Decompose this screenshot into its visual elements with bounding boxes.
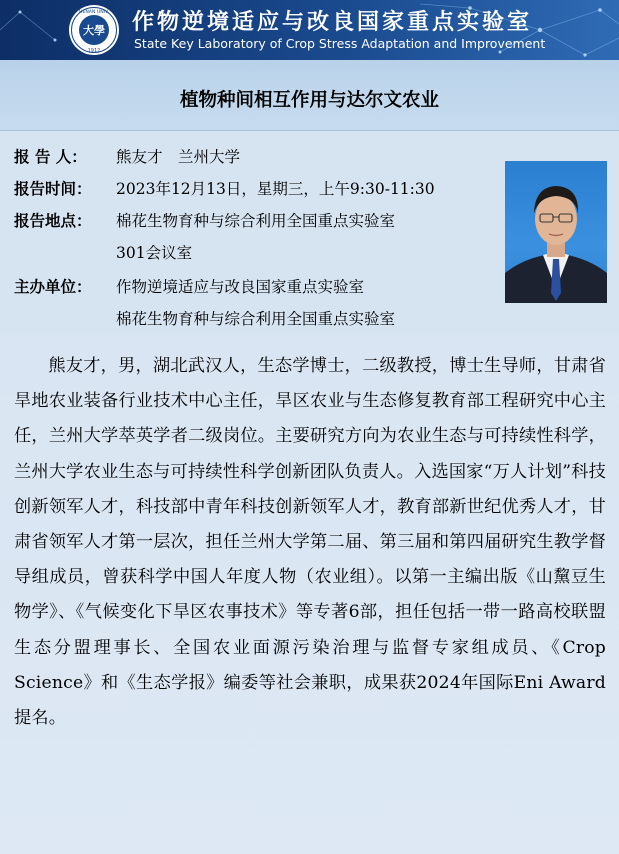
host-value-line1: 作物逆境适应与改良国家重点实验室	[116, 278, 365, 296]
host-label: 主办单位：	[14, 277, 92, 296]
title-bar	[0, 60, 619, 130]
lab-name-english: State Key Laboratory of Crop Stress Adaptation and Improvement	[134, 36, 546, 51]
speaker-value: 熊友才 兰州大学	[116, 148, 241, 166]
place-value-line1: 棉花生物育种与综合利用全国重点实验室	[116, 212, 396, 230]
svg-text:大學: 大學	[83, 24, 105, 37]
lab-name-chinese: 作物逆境适应与改良国家重点实验室	[132, 9, 533, 35]
speaker-bio-section	[0, 335, 619, 854]
speaker-bio-text: 熊友才，男，湖北武汉人，生态学博士，二级教授，博士生导师，甘肃省旱地农业装备行业技术中心主任，旱区农业与生态修复教育部工程研究中心主任，兰州大学萃英学者二级岗位。主要研究方向为农业生态与可持续性科学，兰州大学农业生态与可持续性科学创新团队负责人。入选国家“万人计划”科技创新领军人才，科技部中青年科技创新领军人才，教育部新世纪优秀人才，甘肃省领军人才第一层次，担任兰州大学第二届、第三届和第四届研究生教学督导组成员，曾获科学中国人年度人物（农业组）。以第一主编出版《山黧豆生物学》、《气候变化下旱区农事技术》等专著6部，担任包括一带一路高校联盟生态分盟理事长、全国农业面源污染治理与监督专家组成员、《Crop Science》和《生态学报》编委等社会兼职，成果获2024年国际Eni Award提名。	[14, 356, 606, 729]
place-value-line2: 301会议室	[116, 244, 193, 262]
henan-university-seal-icon	[68, 4, 120, 56]
time-value: 2023年12月13日，星期三，上午9:30-11:30	[116, 180, 435, 198]
header-banner	[0, 0, 619, 60]
speaker-label: 报 告 人：	[14, 147, 87, 166]
place-label: 报告地点：	[14, 211, 92, 230]
place-row	[14, 209, 395, 231]
svg-text:HENAN UNIV.: HENAN UNIV.	[79, 10, 109, 15]
host-row	[14, 275, 364, 297]
lecture-title: 植物种间相互作用与达尔文农业	[179, 90, 439, 111]
lecture-info-panel	[0, 130, 619, 335]
speaker-row	[14, 145, 240, 167]
svg-text:1912: 1912	[87, 48, 101, 54]
time-label: 报告时间：	[14, 179, 92, 198]
speaker-photo	[505, 161, 607, 303]
time-row	[14, 177, 435, 199]
host-value-line2: 棉花生物育种与综合利用全国重点实验室	[116, 310, 396, 328]
